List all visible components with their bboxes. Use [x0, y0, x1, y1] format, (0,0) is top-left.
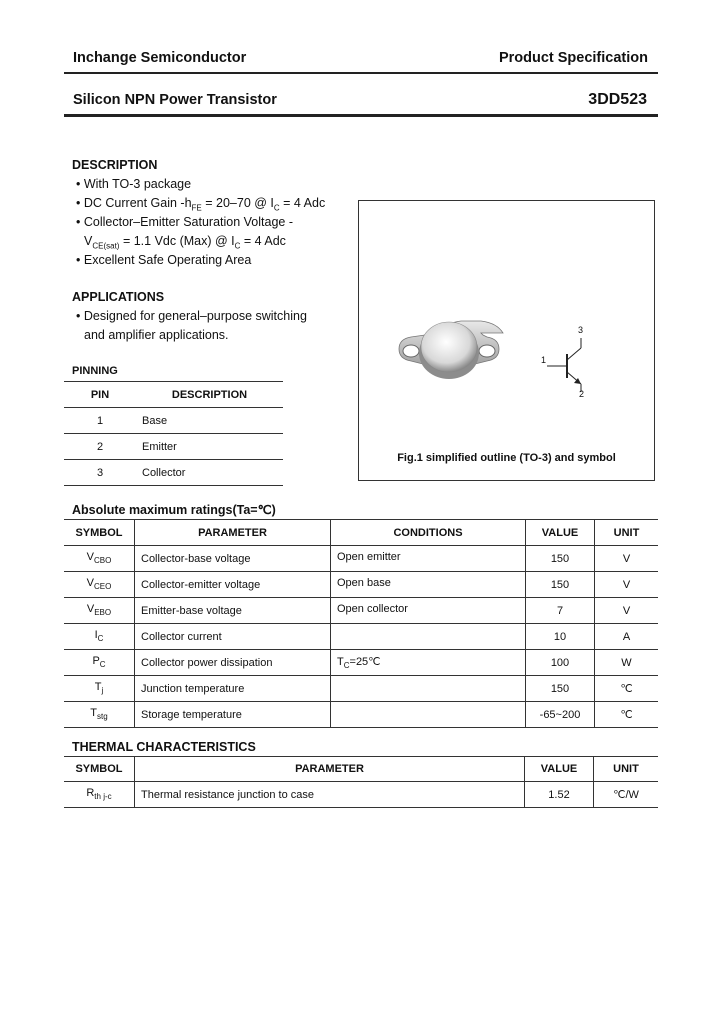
table-row — [64, 598, 658, 624]
pin-number: 1 — [64, 408, 136, 434]
table-row — [64, 546, 658, 572]
pin-label-1: 1 — [541, 355, 547, 365]
npn-transistor-symbol-icon — [537, 326, 607, 406]
applications-item: • Designed for general–purpose switching — [76, 309, 307, 323]
value-cell: 7 — [526, 598, 595, 624]
applications-item-cont: and amplifier applications. — [84, 328, 229, 342]
company-name: Inchange Semiconductor — [73, 50, 247, 66]
ratings-table — [64, 519, 658, 728]
table-row — [64, 408, 283, 434]
table-row — [64, 676, 658, 702]
table-row — [64, 650, 658, 676]
symbol-cell: $T_{stg}$ — [64, 702, 135, 728]
description-heading: DESCRIPTION — [72, 158, 158, 172]
to3-package-image — [359, 201, 654, 480]
pin-description: Base — [136, 408, 283, 434]
table-row — [64, 460, 283, 486]
pin-label-3: 3 — [578, 325, 584, 335]
description-item: • Collector–Emitter Saturation Voltage - — [76, 215, 293, 229]
description-item-cont: $V_{CE(sat)} = 1.1$ Vdc (Max) @ $I_C = 4$ Adc — [84, 234, 286, 251]
title-rule — [64, 114, 658, 117]
pin-number: 3 — [64, 460, 136, 486]
figure-caption: Fig.1 simplified outline (TO-3) and symbol — [397, 452, 616, 464]
part-number: 3DD523 — [588, 91, 647, 108]
conditions-cell: Open base — [331, 572, 526, 598]
doc-type: Product Specification — [498, 50, 648, 66]
thermal-table — [64, 756, 658, 808]
symbol-cell: $V_{CEO}$ — [64, 572, 135, 598]
column-header: UNIT — [595, 520, 659, 546]
unit-cell: ℃ — [595, 702, 659, 728]
symbol-cell: $P_C$ — [64, 650, 135, 676]
value-cell: 1.52 — [525, 782, 594, 808]
conditions-cell — [331, 624, 526, 650]
pin-description: Collector — [136, 460, 283, 486]
value-cell: 10 — [526, 624, 595, 650]
table-row — [64, 624, 658, 650]
conditions-cell: Open emitter — [331, 546, 526, 572]
column-header: UNIT — [594, 757, 659, 782]
conditions-cell — [331, 702, 526, 728]
parameter-cell: Collector power dissipation — [135, 650, 331, 676]
description-item: • DC Current Gain $-h_{FE} = 20-70$ @ $I_C = 4$ Adc — [76, 196, 326, 213]
table-header-row — [64, 757, 658, 782]
conditions-cell: $T_C=25℃$ — [331, 650, 526, 676]
value-cell: 100 — [526, 650, 595, 676]
column-header: PARAMETER — [135, 757, 525, 782]
unit-cell: ℃ — [595, 676, 659, 702]
column-header: CONDITIONS — [331, 520, 526, 546]
parameter-cell: Collector-emitter voltage — [135, 572, 331, 598]
pin-description: Emitter — [136, 434, 283, 460]
column-header: VALUE — [526, 520, 595, 546]
column-header: SYMBOL — [64, 520, 135, 546]
symbol-cell: $V_{CBO}$ — [64, 546, 135, 572]
table-row — [64, 434, 283, 460]
unit-cell: V — [595, 572, 659, 598]
applications-heading: APPLICATIONS — [72, 290, 165, 304]
table-row — [64, 572, 658, 598]
unit-cell: A — [595, 624, 659, 650]
table-header-row — [64, 382, 283, 408]
unit-cell: W — [595, 650, 659, 676]
description-item: • With TO-3 package — [76, 177, 192, 191]
parameter-cell: Thermal resistance junction to case — [135, 782, 525, 808]
product-title: Silicon NPN Power Transistor — [73, 92, 277, 108]
symbol-cell: $V_{EBO}$ — [64, 598, 135, 624]
parameter-cell: Collector-base voltage — [135, 546, 331, 572]
description-item: • Excellent Safe Operating Area — [76, 253, 252, 267]
column-header: PIN — [64, 382, 136, 408]
figure-box — [358, 200, 655, 481]
symbol-cell: $I_C$ — [64, 624, 135, 650]
conditions-cell — [331, 676, 526, 702]
column-header: SYMBOL — [64, 757, 135, 782]
symbol-cell: $R_{th j-c}$ — [64, 782, 135, 808]
column-header: DESCRIPTION — [136, 382, 283, 408]
parameter-cell: Collector current — [135, 624, 331, 650]
pin-label-2: 2 — [579, 389, 585, 399]
column-header: VALUE — [525, 757, 594, 782]
column-header: PARAMETER — [135, 520, 331, 546]
parameter-cell: Storage temperature — [135, 702, 331, 728]
pinning-table — [64, 381, 283, 486]
parameter-cell: Junction temperature — [135, 676, 331, 702]
value-cell: 150 — [526, 572, 595, 598]
value-cell: 150 — [526, 676, 595, 702]
conditions-cell: Open collector — [331, 598, 526, 624]
parameter-cell: Emitter-base voltage — [135, 598, 331, 624]
unit-cell: V — [595, 598, 659, 624]
pinning-heading: PINNING — [72, 365, 118, 377]
table-row — [64, 782, 658, 808]
unit-cell: ℃/W — [594, 782, 659, 808]
table-row — [64, 702, 658, 728]
value-cell: 150 — [526, 546, 595, 572]
table-header-row — [64, 520, 658, 546]
unit-cell: V — [595, 546, 659, 572]
value-cell: -65~200 — [526, 702, 595, 728]
ratings-heading: Absolute maximum ratings(Ta=℃) — [72, 503, 276, 517]
header-rule — [64, 72, 658, 74]
pin-number: 2 — [64, 434, 136, 460]
thermal-heading: THERMAL CHARACTERISTICS — [72, 740, 256, 754]
symbol-cell: $T_j$ — [64, 676, 135, 702]
